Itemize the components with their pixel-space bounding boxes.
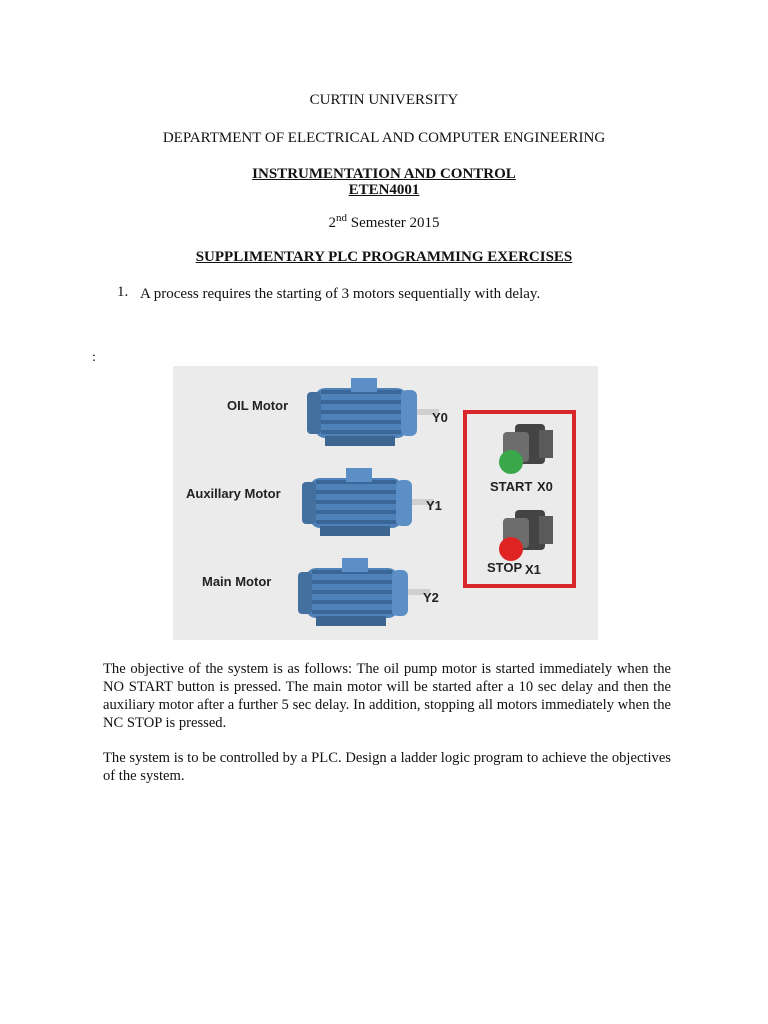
question-number: 1. xyxy=(117,284,129,300)
main-motor-label: Main Motor xyxy=(202,574,272,589)
semester-suffix: nd xyxy=(336,212,347,224)
aux-motor-label: Auxillary Motor xyxy=(186,486,281,501)
task-paragraph: The system is to be controlled by a PLC. Design a ladder logic program to achieve the objectives of the system. xyxy=(103,750,671,784)
oil-motor-output: Y0 xyxy=(432,410,448,425)
objective-paragraph: The objective of the system is as follows: The oil pump motor is started immediately when the NO START button is pressed. The main motor will be started after a 10 sec delay and then the auxiliary motor after a further 5 sec delay. In addition, stopping all motors immediately when the NC STOP is pressed. xyxy=(103,661,671,731)
question-text: A process requires the starting of 3 motors sequentially with delay. xyxy=(140,286,541,302)
course-title: INSTRUMENTATION AND CONTROL xyxy=(252,166,516,182)
university-name: CURTIN UNIVERSITY xyxy=(309,92,459,108)
stop-button-input: X1 xyxy=(525,562,541,577)
department-name: DEPARTMENT OF ELECTRICAL AND COMPUTER ENGINEERING xyxy=(162,130,606,146)
stop-button-icon xyxy=(499,537,523,561)
aux-motor-output: Y1 xyxy=(426,498,442,513)
start-button-label: START xyxy=(490,479,533,494)
stop-button-label: STOP xyxy=(487,560,523,575)
semester-line xyxy=(0,212,768,232)
semester-number: 2 xyxy=(328,215,336,231)
start-button-input: X0 xyxy=(537,479,553,494)
semester-rest: Semester 2015 xyxy=(347,215,440,231)
motor-diagram xyxy=(173,366,598,640)
oil-motor-label: OIL Motor xyxy=(227,398,289,413)
course-code: ETEN4001 xyxy=(348,182,420,198)
stray-colon: : xyxy=(92,350,96,365)
main-motor-output: Y2 xyxy=(423,590,439,605)
section-title: SUPPLIMENTARY PLC PROGRAMMING EXERCISES xyxy=(195,249,573,265)
start-button-icon xyxy=(499,450,523,474)
